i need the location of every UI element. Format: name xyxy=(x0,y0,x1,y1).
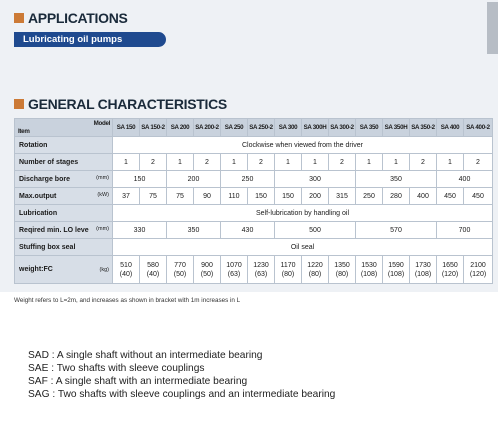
table-row-stages xyxy=(15,154,493,171)
row-label xyxy=(15,188,113,205)
type-legend-item: SAE : Two shafts with sleeve couplings xyxy=(28,363,205,374)
weight-value: 1170 xyxy=(280,261,296,269)
weight-cell xyxy=(329,256,356,284)
stages-cell: 2 xyxy=(329,154,356,171)
weight-extra: (120) xyxy=(441,270,459,278)
weight-extra: (108) xyxy=(387,270,405,278)
type-legend-item: SAF : A single shaft with an intermediate bearing xyxy=(28,376,248,387)
weight-extra: (108) xyxy=(360,270,378,278)
level-cell: 500 xyxy=(275,222,356,239)
output-cell: 75 xyxy=(167,188,194,205)
row-label: Lubrication xyxy=(15,205,113,222)
row-label xyxy=(15,171,113,188)
weight-value: 1730 xyxy=(415,261,431,269)
level-unit: (mm) xyxy=(96,226,109,232)
applications-pill: Lubricating oil pumps xyxy=(14,32,166,47)
bore-unit: (mm) xyxy=(96,175,109,181)
row-label: Stuffing box seal xyxy=(15,239,113,256)
row-label: Number of stages xyxy=(15,154,113,171)
output-cell: 250 xyxy=(356,188,383,205)
weight-value: 1650 xyxy=(442,261,458,269)
weight-value: 900 xyxy=(201,261,213,269)
model-header: SA 300 xyxy=(275,119,302,137)
output-unit: (kW) xyxy=(97,192,109,198)
weight-value: 1530 xyxy=(361,261,377,269)
weight-extra: (63) xyxy=(254,270,268,278)
weight-cell xyxy=(113,256,140,284)
model-header: SA 400-2 xyxy=(464,119,493,137)
table-row-rotation xyxy=(15,137,493,154)
output-cell: 75 xyxy=(140,188,167,205)
lubrication-value: Self-lubrication by handling oil xyxy=(113,205,493,222)
weight-label: weight:FC xyxy=(19,266,53,273)
model-header: SA 250 xyxy=(221,119,248,137)
weight-cell xyxy=(275,256,302,284)
bore-cell: 150 xyxy=(113,171,167,188)
output-cell: 150 xyxy=(275,188,302,205)
weight-cell xyxy=(248,256,275,284)
bore-cell: 400 xyxy=(437,171,493,188)
model-header: SA 150 xyxy=(113,119,140,137)
row-label xyxy=(15,256,113,284)
model-header: SA 250-2 xyxy=(248,119,275,137)
weight-extra: (50) xyxy=(173,270,187,278)
output-cell: 110 xyxy=(221,188,248,205)
weight-cell xyxy=(194,256,221,284)
weight-unit: (kg) xyxy=(99,267,109,273)
level-cell: 700 xyxy=(437,222,493,239)
stages-cell: 2 xyxy=(410,154,437,171)
weight-extra: (40) xyxy=(146,270,160,278)
output-cell: 315 xyxy=(329,188,356,205)
stages-cell: 2 xyxy=(140,154,167,171)
table-row-level xyxy=(15,222,493,239)
edge-decoration xyxy=(487,2,498,54)
applications-heading xyxy=(14,10,128,26)
table-row-bore xyxy=(15,171,493,188)
weight-extra: (80) xyxy=(335,270,349,278)
weight-value: 1220 xyxy=(307,261,323,269)
stages-cell: 1 xyxy=(383,154,410,171)
row-label xyxy=(15,222,113,239)
item-label: Item xyxy=(18,128,30,135)
stages-cell: 1 xyxy=(167,154,194,171)
weight-cell xyxy=(410,256,437,284)
weight-extra: (63) xyxy=(227,270,241,278)
output-cell: 280 xyxy=(383,188,410,205)
level-cell: 430 xyxy=(221,222,275,239)
stages-cell: 1 xyxy=(275,154,302,171)
weight-extra: (108) xyxy=(414,270,432,278)
weight-cell xyxy=(383,256,410,284)
weight-value: 1070 xyxy=(226,261,242,269)
weight-cell xyxy=(221,256,248,284)
model-header: SA 350-2 xyxy=(410,119,437,137)
stages-cell: 1 xyxy=(437,154,464,171)
level-cell: 350 xyxy=(167,222,221,239)
general-characteristics-heading xyxy=(14,96,227,112)
model-header: SA 150-2 xyxy=(140,119,167,137)
applications-heading-text: APPLICATIONS xyxy=(28,10,128,26)
bore-cell: 250 xyxy=(221,171,275,188)
output-cell: 37 xyxy=(113,188,140,205)
model-header: SA 300H xyxy=(302,119,329,137)
model-header: SA 200 xyxy=(167,119,194,137)
type-legend-item: SAG : Two shafts with sleeve couplings and an intermediate bearing xyxy=(28,389,336,400)
weight-cell xyxy=(167,256,194,284)
weight-cell xyxy=(356,256,383,284)
row-label: Rotation xyxy=(15,137,113,154)
model-header: SA 350H xyxy=(383,119,410,137)
stages-cell: 2 xyxy=(248,154,275,171)
weight-cell xyxy=(464,256,493,284)
output-cell: 400 xyxy=(410,188,437,205)
table-row-seal xyxy=(15,239,493,256)
weight-value: 1350 xyxy=(334,261,350,269)
weight-value: 510 xyxy=(120,261,132,269)
weight-extra: (50) xyxy=(200,270,214,278)
bore-label: Discharge bore xyxy=(19,175,70,183)
output-cell: 450 xyxy=(464,188,493,205)
weight-cell xyxy=(140,256,167,284)
bore-cell: 350 xyxy=(356,171,437,188)
orange-square-icon xyxy=(14,13,24,23)
rotation-value: Clockwise when viewed from the driver xyxy=(113,137,493,154)
table-header-row xyxy=(15,119,493,137)
weight-extra: (80) xyxy=(281,270,295,278)
output-cell: 450 xyxy=(437,188,464,205)
weight-cell xyxy=(437,256,464,284)
weight-value: 1590 xyxy=(388,261,404,269)
bore-cell: 300 xyxy=(275,171,356,188)
stages-cell: 1 xyxy=(221,154,248,171)
stages-cell: 1 xyxy=(113,154,140,171)
characteristics-table xyxy=(14,118,493,284)
stages-cell: 1 xyxy=(356,154,383,171)
level-cell: 330 xyxy=(113,222,167,239)
weight-extra: (120) xyxy=(469,270,487,278)
model-header: SA 400 xyxy=(437,119,464,137)
weight-extra: (80) xyxy=(308,270,322,278)
stages-cell: 2 xyxy=(464,154,493,171)
model-label: Model xyxy=(93,120,110,127)
type-legend xyxy=(28,349,335,401)
table-row-output xyxy=(15,188,493,205)
weight-extra: (40) xyxy=(119,270,133,278)
output-cell: 90 xyxy=(194,188,221,205)
level-label: Reqired min. LO leve xyxy=(19,226,89,234)
orange-square-icon xyxy=(14,99,24,109)
bore-cell: 200 xyxy=(167,171,221,188)
model-header: SA 300-2 xyxy=(329,119,356,137)
level-cell: 570 xyxy=(356,222,437,239)
stages-cell: 1 xyxy=(302,154,329,171)
weight-value: 580 xyxy=(147,261,159,269)
weight-value: 2100 xyxy=(470,261,486,269)
weight-footnote: Weight refers to L=2m, and increases as shown in bracket with 1m increases in L xyxy=(14,297,241,304)
stages-cell: 2 xyxy=(194,154,221,171)
item-model-header-cell xyxy=(15,119,113,137)
output-label: Max.output xyxy=(19,192,57,200)
weight-value: 1230 xyxy=(253,261,269,269)
output-cell: 150 xyxy=(248,188,275,205)
model-header: SA 200-2 xyxy=(194,119,221,137)
type-legend-item: SAD : A single shaft without an intermediate bearing xyxy=(28,350,263,361)
table-row-weight xyxy=(15,256,493,284)
general-heading-text: GENERAL CHARACTERISTICS xyxy=(28,96,227,112)
weight-value: 770 xyxy=(174,261,186,269)
output-cell: 200 xyxy=(302,188,329,205)
seal-value: Oil seal xyxy=(113,239,493,256)
weight-cell xyxy=(302,256,329,284)
table-row-lubrication xyxy=(15,205,493,222)
model-header: SA 350 xyxy=(356,119,383,137)
